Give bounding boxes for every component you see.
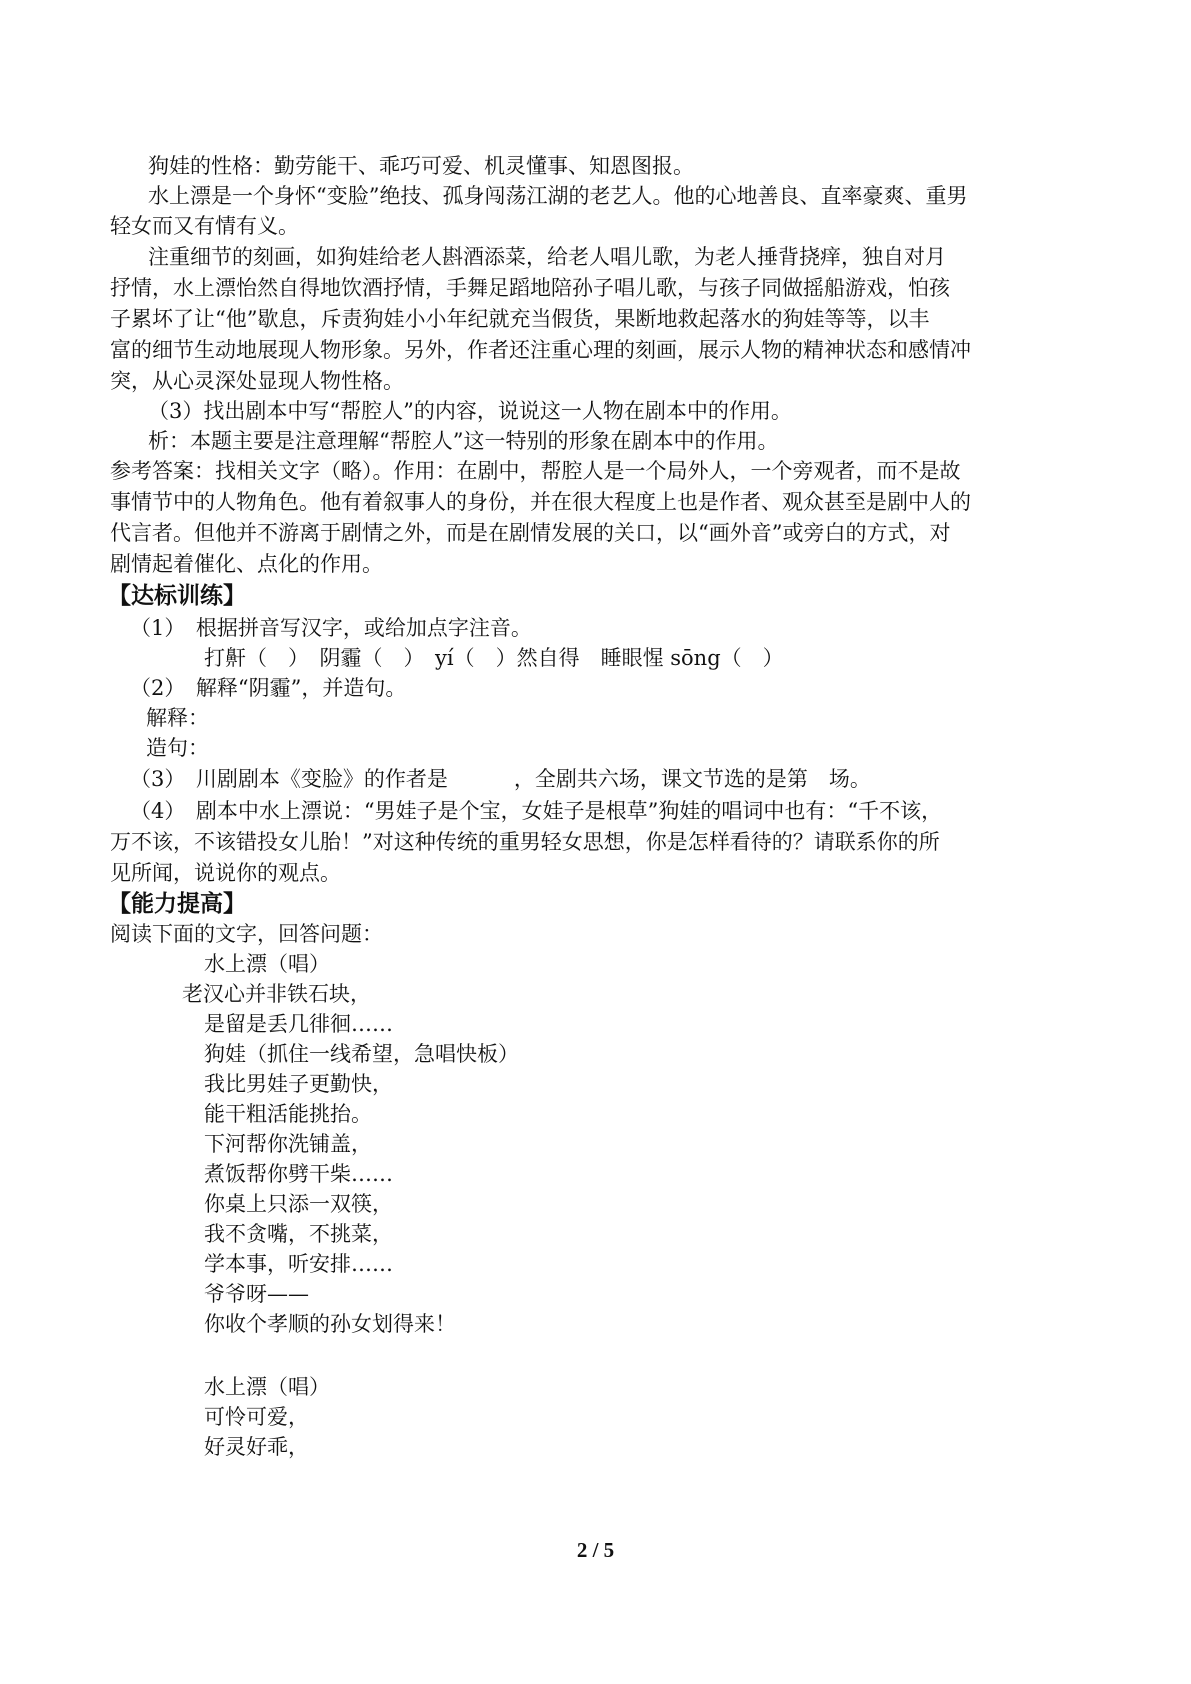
answer-line: 事情节中的人物角色。他有着叙事人的身份，并在很大程度上也是作者、观众甚至是剧中人的: [110, 490, 971, 514]
question-4-line: （4） 剧本中水上漂说：“男娃子是个宝，女娃子是根草”狗娃的唱词中也有：“千不该，: [130, 799, 943, 823]
text-line: 子累坏了让“他”歇息，斥责狗娃小小年纪就充当假货，果断地救起落水的狗娃等等，以丰: [110, 307, 930, 331]
text-line: 轻女而又有情有义。: [110, 214, 299, 238]
section-heading-training: 【达标训练】: [108, 583, 246, 609]
script-line: 我不贪嘴，不挑菜，: [204, 1222, 393, 1246]
question-2-sentence: 造句：: [146, 736, 209, 760]
text-line: 富的细节生动地展现人物形象。另外，作者还注重心理的刻画，展示人物的精神状态和感情冲: [110, 338, 971, 362]
script-line: 学本事，听安排……: [204, 1252, 393, 1276]
script-line: 好灵好乖，: [204, 1435, 309, 1459]
question-3-part-b: ，全剧共六场，课文节选的是第 场。: [513, 767, 871, 791]
text-line: 注重细节的刻画，如狗娃给老人斟酒添菜，给老人唱儿歌，为老人捶背挠痒，独自对月: [148, 245, 946, 269]
question-1: （1） 根据拼音写汉字，或给加点字注音。: [130, 616, 532, 640]
question-2: （2） 解释“阴霾”，并造句。: [130, 676, 407, 700]
text-line: 抒情，水上漂怡然自得地饮酒抒情，手舞足蹈地陪孙子唱儿歌，与孩子同做摇船游戏，怕孩: [110, 276, 950, 300]
question-2-explain: 解释：: [146, 706, 209, 730]
question-4-line: 见所闻，说说你的观点。: [110, 861, 341, 885]
answer-line: 参考答案：找相关文字（略）。作用：在剧中，帮腔人是一个局外人，一个旁观者，而不是故: [110, 459, 961, 483]
script-line: 你收个孝顺的孙女划得来！: [204, 1312, 456, 1336]
question-3: [130, 763, 871, 796]
script-line: 水上漂（唱）: [204, 1375, 330, 1399]
script-line: 是留是丢几徘徊……: [204, 1012, 393, 1036]
analysis-line: 析：本题主要是注意理解“帮腔人”这一特别的形象在剧本中的作用。: [148, 429, 779, 453]
script-line: 水上漂（唱）: [204, 952, 330, 976]
page-number: 2 / 5: [576, 1538, 615, 1562]
script-line: 我比男娃子更勤快，: [204, 1072, 393, 1096]
script-line: 狗娃（抓住一线希望，急唱快板）: [204, 1042, 519, 1066]
answer-line: 剧情起着催化、点化的作用。: [110, 552, 383, 576]
script-line: 可怜可爱，: [204, 1405, 309, 1429]
text-line-character: 狗娃的性格：勤劳能干、乖巧可爱、机灵懂事、知恩图报。: [148, 154, 694, 178]
reading-intro: 阅读下面的文字，回答问题：: [110, 922, 383, 946]
script-line: 你桌上只添一双筷，: [204, 1192, 393, 1216]
answer-line: 代言者。但他并不游离于剧情之外，而是在剧情发展的关口，以“画外音”或旁白的方式，对: [110, 521, 951, 545]
script-line: 老汉心并非铁石块，: [182, 982, 371, 1006]
section-heading-improve: 【能力提高】: [108, 891, 246, 917]
question-1-items: 打鼾（ ） 阴霾（ ） yí（ ）然自得 睡眼惺 sōng（ ）: [204, 646, 784, 670]
text-line: 突，从心灵深处显现人物性格。: [110, 369, 404, 393]
text-line: 水上漂是一个身怀“变脸”绝技、孤身闯荡江湖的老艺人。他的心地善良、直率豪爽、重男: [148, 184, 968, 208]
script-line: 下河帮你洗铺盖，: [204, 1132, 372, 1156]
question-4-line: 万不该，不该错投女儿胎！”对这种传统的重男轻女思想，你是怎样看待的？请联系你的所: [110, 830, 940, 854]
script-line: 能干粗活能挑抬。: [204, 1102, 372, 1126]
question-3-part-a: （3） 川剧剧本《变脸》的作者是: [130, 767, 448, 791]
script-line: 爷爷呀——: [204, 1282, 309, 1306]
script-line: 煮饭帮你劈干柴……: [204, 1162, 393, 1186]
question-3-line: （3）找出剧本中写“帮腔人”的内容，说说这一人物在剧本中的作用。: [148, 399, 792, 423]
